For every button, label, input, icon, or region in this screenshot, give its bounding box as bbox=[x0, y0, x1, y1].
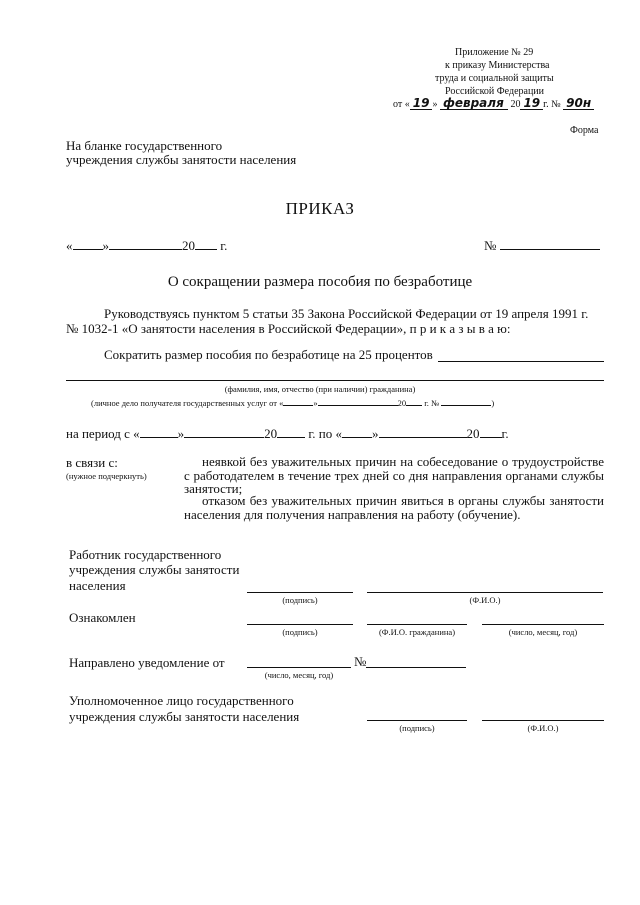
personal-file-line bbox=[91, 398, 494, 408]
acq-date-line bbox=[482, 624, 604, 625]
employee-sign-line bbox=[247, 592, 353, 593]
appendix-line-1: Приложение № 29 bbox=[455, 47, 534, 58]
auth-fio-line bbox=[482, 720, 604, 721]
pf-year: 20 bbox=[397, 398, 407, 408]
quote-close: » bbox=[102, 238, 109, 253]
day-blank bbox=[73, 249, 103, 250]
letterhead-line-1: На бланке государственного bbox=[66, 138, 223, 153]
period-g-po: г. по « bbox=[308, 426, 342, 441]
period-year-2: 20 bbox=[466, 426, 480, 441]
fio-hint: (фамилия, имя, отчество (при наличии) гражданина) bbox=[224, 384, 416, 394]
pf-num: № bbox=[431, 398, 440, 408]
pf-num-blank bbox=[441, 405, 491, 406]
pf-close: » bbox=[313, 398, 318, 408]
handwritten-number: 90н bbox=[563, 97, 594, 110]
authorized-line-2: учреждения службы занятости населения bbox=[69, 709, 300, 724]
handwritten-year: 19 bbox=[520, 97, 543, 110]
employee-line-2: учреждения службы занятости bbox=[69, 562, 240, 577]
handwritten-month: февраля bbox=[440, 97, 508, 110]
notice-num: № bbox=[354, 654, 367, 669]
pf-prefix: (личное дело получателя государственных услуг от « bbox=[91, 398, 284, 408]
auth-fio-hint: (Ф.И.О.) bbox=[527, 723, 559, 733]
notice-label: Направлено уведомление от bbox=[69, 655, 225, 670]
auth-sign-hint: (подпись) bbox=[399, 723, 435, 733]
employee-line-1: Работник государственного bbox=[69, 547, 222, 562]
year-prefix: 20 bbox=[510, 99, 521, 110]
form-label: Форма bbox=[570, 125, 599, 136]
employee-fio-line bbox=[367, 592, 603, 593]
appendix-line-2: к приказу Министерства bbox=[445, 60, 550, 71]
year-blank bbox=[195, 249, 217, 250]
date-prefix: от « bbox=[393, 99, 410, 110]
order-date bbox=[66, 238, 227, 254]
reason-hint: (нужное подчеркнуть) bbox=[66, 471, 147, 481]
quote-open: « bbox=[66, 238, 73, 253]
employee-sign-hint: (подпись) bbox=[282, 595, 318, 605]
period-close-1: » bbox=[177, 426, 185, 441]
appendix-line-4: Российской Федерации bbox=[445, 86, 545, 97]
reduce-blank bbox=[438, 361, 604, 362]
period-day-2 bbox=[342, 437, 372, 438]
page-title: ПРИКАЗ bbox=[285, 199, 355, 218]
year-suffix: г. bbox=[220, 238, 228, 253]
reduce-text: Сократить размер пособия по безработице на 25 процентов bbox=[104, 347, 433, 362]
notice-date-line bbox=[247, 667, 351, 668]
reason-option-1: неявкой без уважительных причин на собеседование о трудоустройстве с работодателем в течение трех дней со дня направления органами службы занятости; bbox=[184, 454, 604, 496]
month-blank bbox=[109, 249, 182, 250]
pf-end: ) bbox=[491, 398, 495, 408]
preamble-line-1: Руководствуясь пунктом 5 статьи 35 Закона Российской Федерации от 19 апреля 1991 г. bbox=[104, 306, 589, 321]
reason-label: в связи с: bbox=[66, 455, 118, 470]
order-number bbox=[484, 238, 600, 254]
subject: О сокращении размера пособия по безработице bbox=[167, 274, 473, 290]
handwritten-day: 19 bbox=[410, 97, 433, 110]
notice-num-line bbox=[366, 667, 466, 668]
reason-option-2: отказом без уважительных причин явиться в органы службы занятости населения для получения направления на работу (обучение). bbox=[184, 493, 604, 522]
number-sign: № bbox=[484, 238, 497, 253]
employee-line-3: населения bbox=[69, 578, 126, 593]
pf-month bbox=[318, 405, 398, 406]
acq-sign-hint: (подпись) bbox=[282, 627, 318, 637]
number-blank bbox=[500, 249, 600, 250]
num-prefix: г. № bbox=[543, 99, 561, 110]
auth-sign-line bbox=[367, 720, 467, 721]
pf-day bbox=[283, 405, 313, 406]
period-year-1: 20 bbox=[264, 426, 278, 441]
authorized-line-1: Уполномоченное лицо государственного bbox=[69, 693, 294, 708]
appendix-line-3: труда и социальной защиты bbox=[435, 73, 554, 84]
period-prefix: на период с « bbox=[66, 426, 140, 441]
fio-line bbox=[66, 380, 604, 381]
employee-fio-hint: (Ф.И.О.) bbox=[469, 595, 501, 605]
period-g: г. bbox=[501, 426, 509, 441]
acq-fio-hint: (Ф.И.О. гражданина) bbox=[378, 627, 456, 637]
period-month-1 bbox=[184, 437, 264, 438]
appendix-date-line bbox=[393, 97, 594, 110]
pf-g: г. bbox=[424, 398, 429, 408]
acquainted-label: Ознакомлен bbox=[69, 610, 136, 625]
period-day-1 bbox=[140, 437, 178, 438]
acq-fio-line bbox=[367, 624, 467, 625]
period-year-blank-1 bbox=[277, 437, 305, 438]
period-line bbox=[66, 426, 509, 442]
letterhead-line-2: учреждения службы занятости населения bbox=[66, 152, 297, 167]
period-year-blank-2 bbox=[480, 437, 502, 438]
preamble-line-2: № 1032-1 «О занятости населения в Российской Федерации», п р и к а з ы в а ю: bbox=[66, 321, 511, 336]
pf-year-blank bbox=[406, 405, 422, 406]
period-month-2 bbox=[379, 437, 467, 438]
acq-sign-line bbox=[247, 624, 353, 625]
notice-date-hint: (число, месяц, год) bbox=[264, 670, 334, 680]
date-close: » bbox=[432, 99, 438, 110]
period-close-2: » bbox=[372, 426, 379, 441]
acq-date-hint: (число, месяц, год) bbox=[508, 627, 578, 637]
year-prefix: 20 bbox=[182, 238, 195, 253]
